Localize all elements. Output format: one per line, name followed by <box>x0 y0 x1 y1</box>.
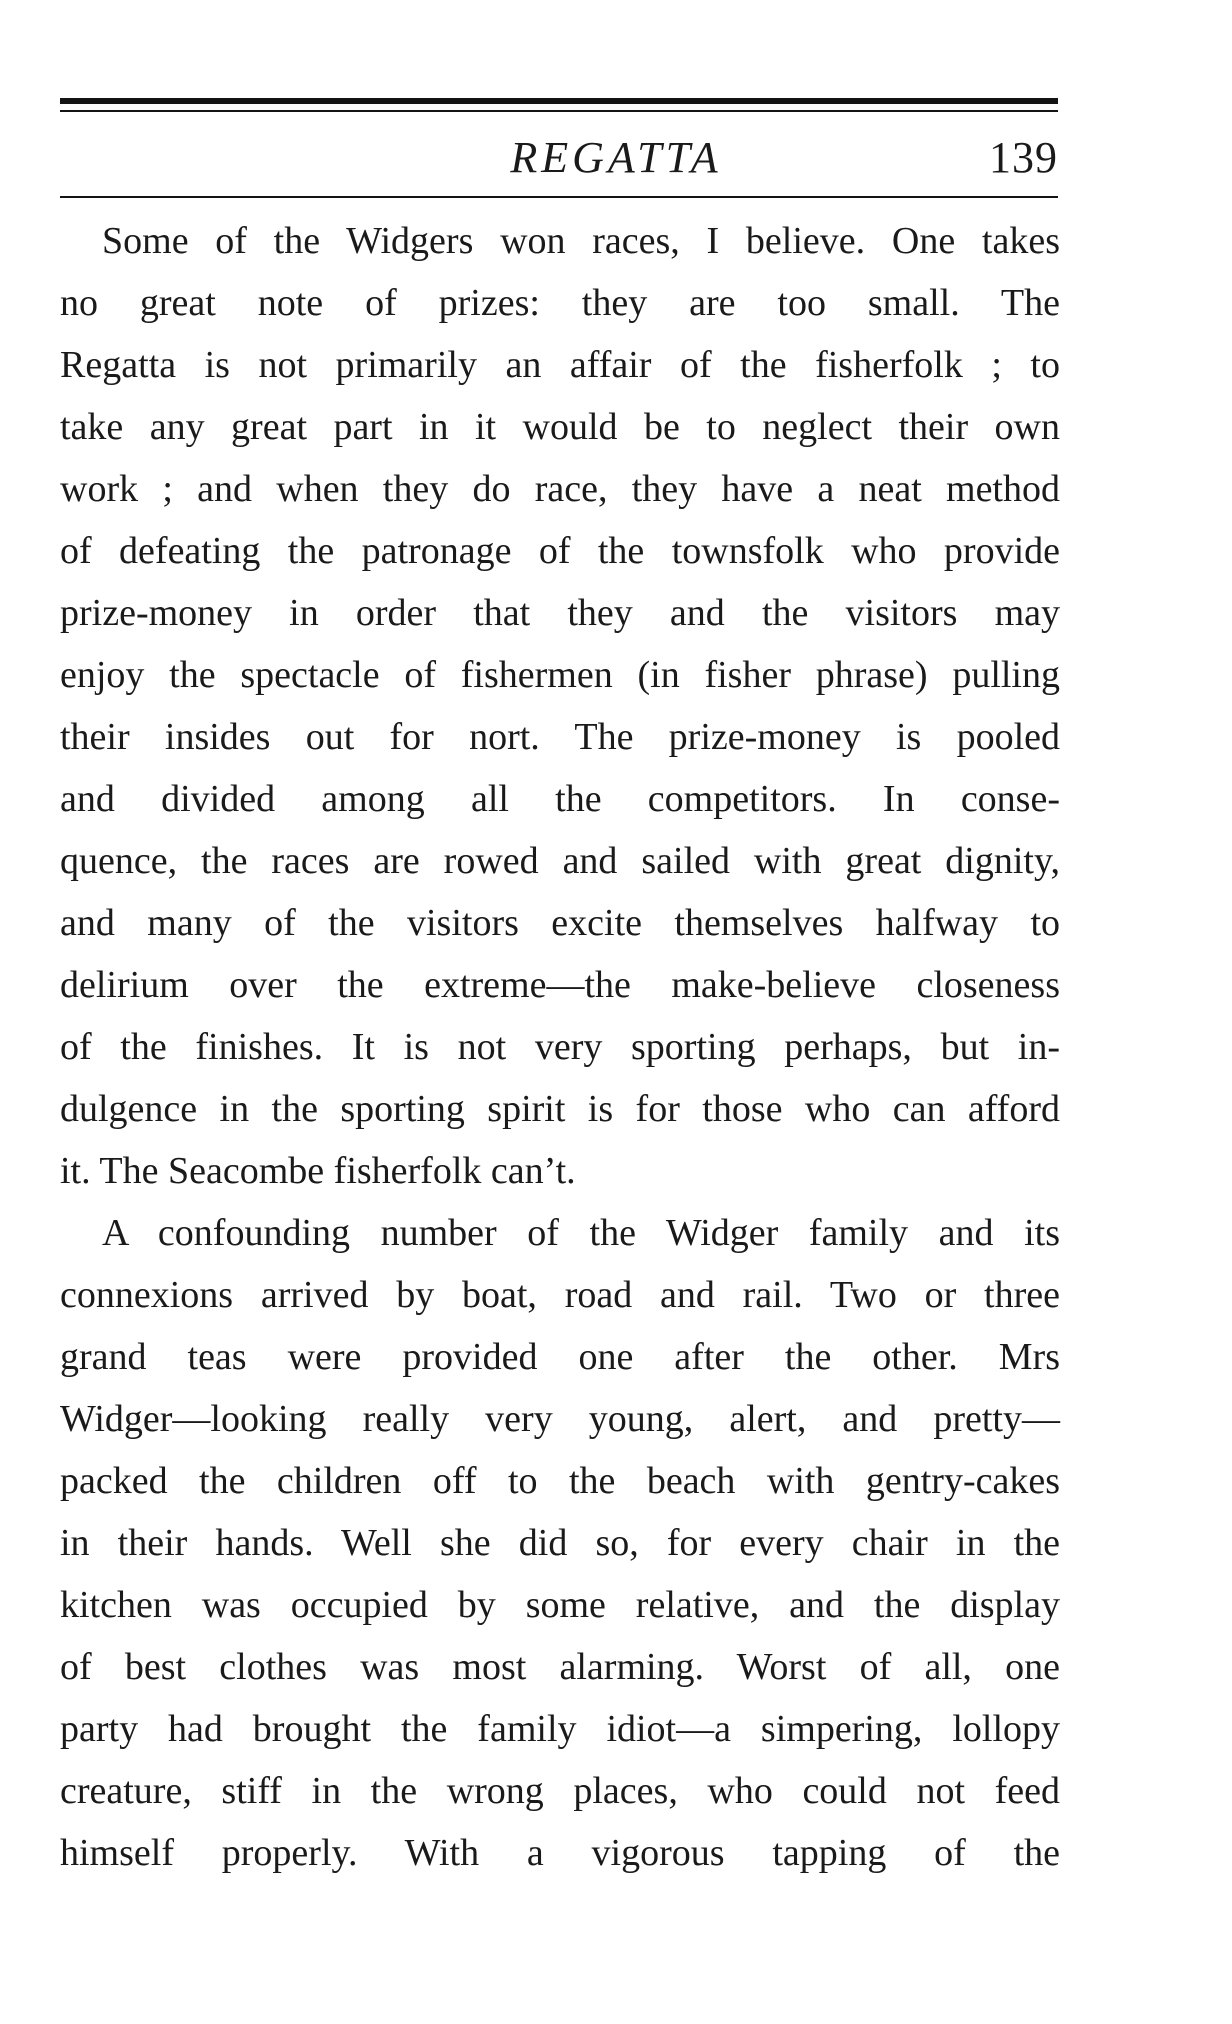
header-rule-thin <box>60 110 1058 112</box>
running-title: REGATTA <box>510 133 722 182</box>
text-line: Widger—looking really very young, alert, and pretty— <box>60 1398 1060 1440</box>
header-underline-rule <box>60 196 1058 198</box>
text-line: work ; and when they do race, they have a neat method <box>60 468 1060 510</box>
text-line: take any great part in it would be to neglect their own <box>60 406 1060 448</box>
body-text <box>60 210 1060 1884</box>
text-line: their insides out for nort. The prize-money is pooled <box>60 716 1060 758</box>
text-line: of the finishes. It is not very sporting perhaps, but in- <box>60 1026 1060 1068</box>
text-line: Some of the Widgers won races, I believe. One takes <box>102 220 1060 262</box>
text-line: connexions arrived by boat, road and rail. Two or three <box>60 1274 1060 1316</box>
text-line: grand teas were provided one after the other. Mrs <box>60 1336 1060 1378</box>
text-line: delirium over the extreme—the make-believe closeness <box>60 964 1060 1006</box>
page-number: 139 <box>989 133 1058 182</box>
text-line: and many of the visitors excite themselves halfway to <box>60 902 1060 944</box>
text-line: dulgence in the sporting spirit is for those who can afford <box>60 1088 1060 1130</box>
text-line: quence, the races are rowed and sailed with great dignity, <box>60 840 1060 882</box>
text-line: in their hands. Well she did so, for every chair in the <box>60 1522 1060 1564</box>
text-line: no great note of prizes: they are too small. The <box>60 282 1060 324</box>
text-line: Regatta is not primarily an affair of the fisherfolk ; to <box>60 344 1060 386</box>
text-line: A confounding number of the Widger family and its <box>102 1212 1060 1254</box>
text-line: it. The Seacombe fisherfolk can’t. <box>60 1150 576 1192</box>
text-line: and divided among all the competitors. In conse- <box>60 778 1060 820</box>
text-line: himself properly. With a vigorous tapping of the <box>60 1832 1060 1874</box>
text-line: prize-money in order that they and the visitors may <box>60 592 1060 634</box>
text-line: packed the children off to the beach with gentry-cakes <box>60 1460 1060 1502</box>
text-line: kitchen was occupied by some relative, and the display <box>60 1584 1060 1626</box>
text-line: of best clothes was most alarming. Worst of all, one <box>60 1646 1060 1688</box>
text-line: party had brought the family idiot—a simpering, lollopy <box>60 1708 1060 1750</box>
paragraph-2 <box>60 1202 1060 1884</box>
paragraph-1 <box>60 210 1060 1202</box>
header-rule-thick <box>60 98 1058 104</box>
text-line: enjoy the spectacle of fishermen (in fisher phrase) pulling <box>60 654 1060 696</box>
text-line: of defeating the patronage of the townsfolk who provide <box>60 530 1060 572</box>
text-line: creature, stiff in the wrong places, who could not feed <box>60 1770 1060 1812</box>
